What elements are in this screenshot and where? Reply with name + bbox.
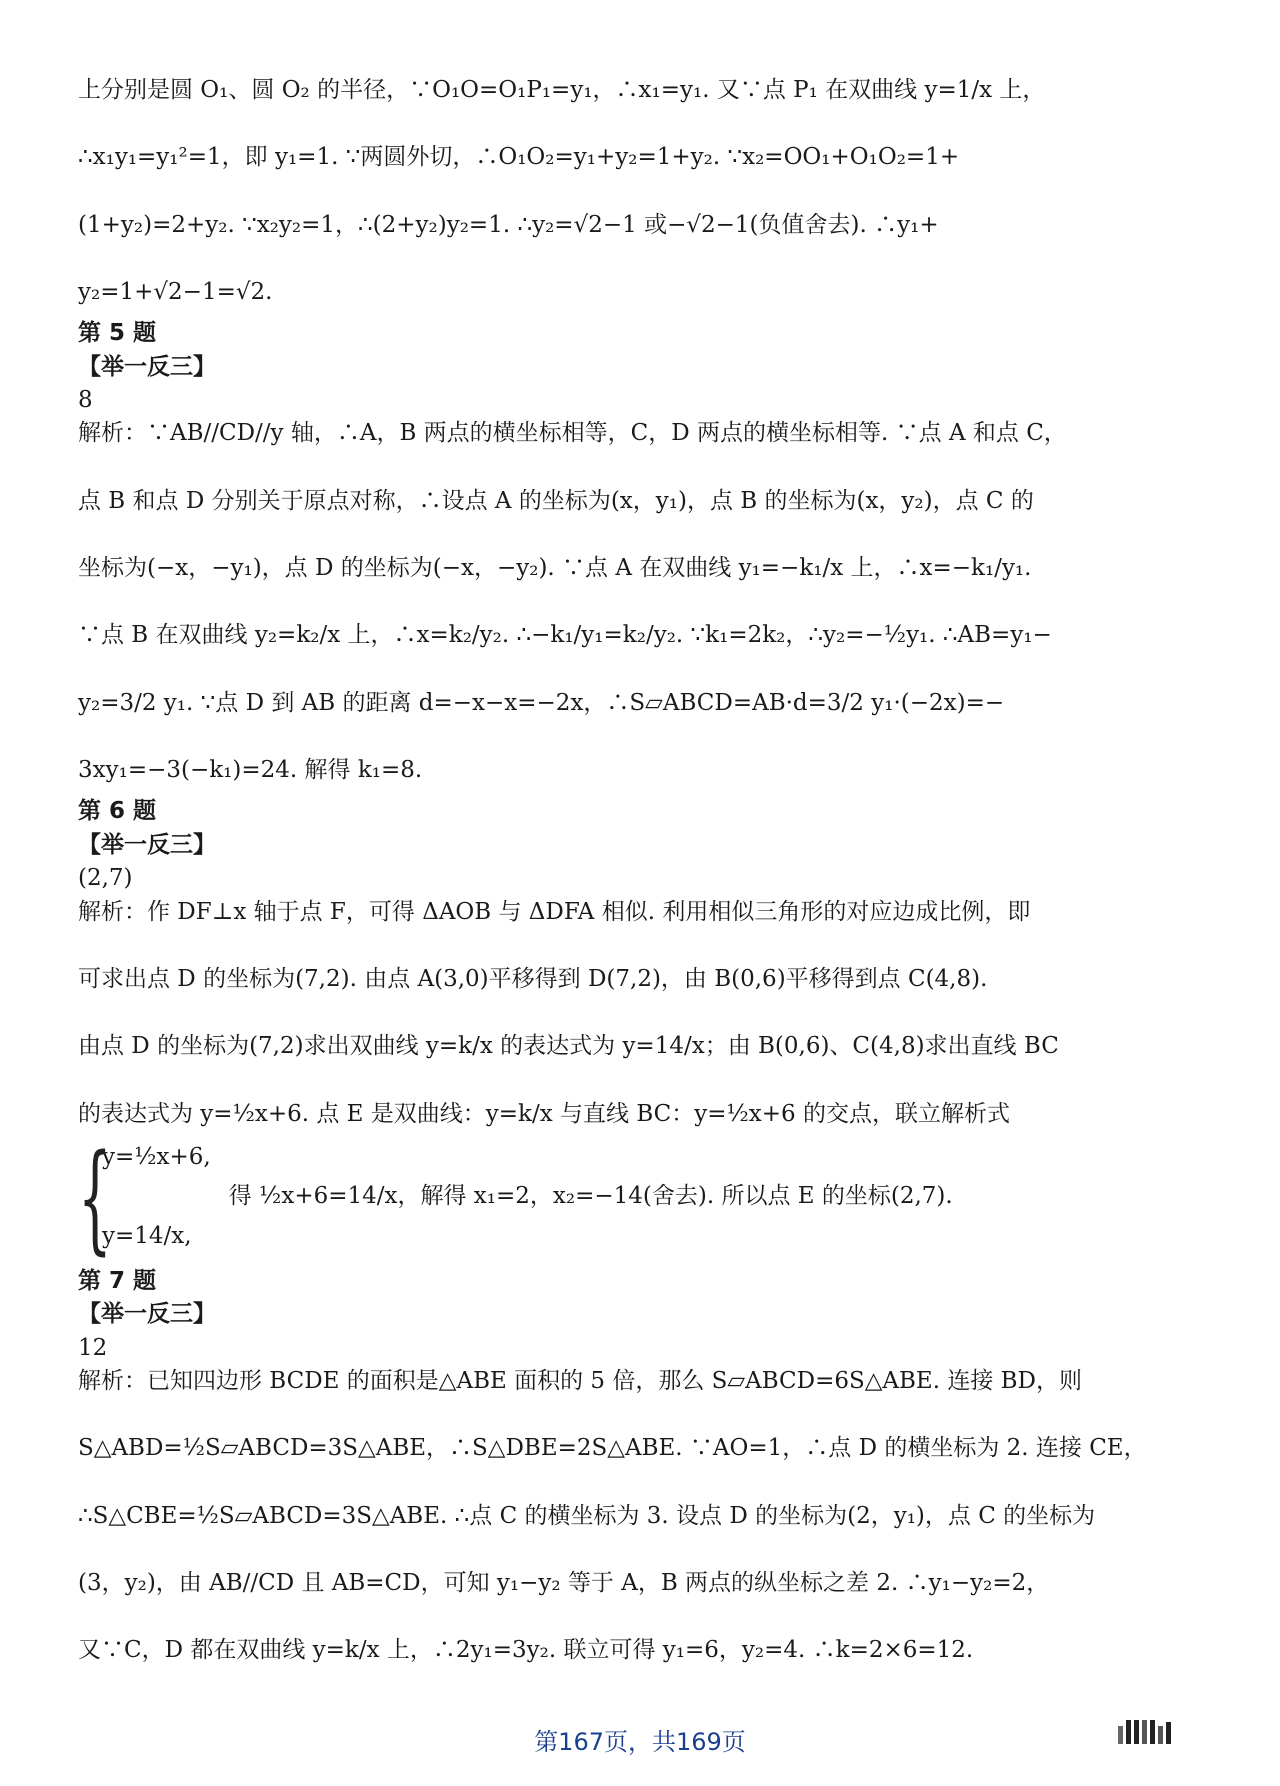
question-7-title: 第 7 题 <box>78 1267 157 1294</box>
system-solution: 得 ½x+6=14/x，解得 x₁=2，x₂=−14(舍去). 所以点 E 的坐标(2,7). <box>228 1183 953 1210</box>
question-5-answer: 8 <box>78 387 93 414</box>
question-7-label: 【举一反三】 <box>78 1301 216 1328</box>
equation-system <box>78 1127 1188 1266</box>
edge-mark <box>1126 1720 1131 1744</box>
edge-mark <box>1158 1726 1163 1744</box>
question-5-solution-line: y₂=3/2 y₁. ∵点 D 到 AB 的距离 d=−x−x=−2x，∴S▱ABCD=AB·d=3/2 y₁·(−2x)=− <box>78 689 1005 716</box>
system-equation-1: y=½x+6, <box>102 1143 211 1170</box>
question-6-solution-line: 由点 D 的坐标为(7,2)求出双曲线 y=k/x 的表达式为 y=14/x；由 B(0,6)、C(4,8)求出直线 BC <box>78 1033 1059 1060</box>
question-5-solution-line: ∵点 B 在双曲线 y₂=k₂/x 上，∴x=k₂/y₂. ∴−k₁/y₁=k₂/y₂. ∵k₁=2k₂，∴y₂=−½y₁. ∴AB=y₁− <box>78 622 1052 649</box>
edge-mark <box>1150 1720 1155 1744</box>
scan-edge-marks <box>1118 1720 1171 1744</box>
page-number: 第167页，共169页 <box>534 1728 746 1756</box>
question-5-title: 第 5 题 <box>78 320 157 347</box>
question-6-solution-line: 的表达式为 y=½x+6. 点 E 是双曲线：y=k/x 与直线 BC：y=½x+6 的交点，联立解析式 <box>78 1100 1010 1127</box>
question-5-solution-line: 解析：∵AB//CD//y 轴，∴A，B 两点的横坐标相等，C，D 两点的横坐标相等. ∵点 A 和点 C， <box>78 420 1067 447</box>
edge-mark <box>1118 1726 1123 1744</box>
question-7-solution-line: 解析：已知四边形 BCDE 的面积是△ABE 面积的 5 倍，那么 S▱ABCD=6S△ABE. 连接 BD，则 <box>78 1367 1082 1394</box>
text-line: ∴x₁y₁=y₁²=1，即 y₁=1. ∵两圆外切，∴O₁O₂=y₁+y₂=1+y₂. ∵x₂=OO₁+O₁O₂=1+ <box>78 144 960 171</box>
question-5-label: 【举一反三】 <box>78 353 216 380</box>
question-6-title: 第 6 题 <box>78 798 157 825</box>
question-6-solution-line: 可求出点 D 的坐标为(7,2). 由点 A(3,0)平移得到 D(7,2)，由 B(0,6)平移得到点 C(4,8). <box>78 965 988 992</box>
question-6-solution-line: 解析：作 DF⊥x 轴于点 F，可得 ΔAOB 与 ΔDFA 相似. 利用相似三角形的对应边成比例，即 <box>78 898 1031 925</box>
question-7-solution-line: ∴S△CBE=½S▱ABCD=3S△ABE. ∴点 C 的横坐标为 3. 设点 D 的坐标为(2，y₁)，点 C 的坐标为 <box>78 1502 1096 1529</box>
answer-page <box>78 70 1188 1668</box>
question-5-solution-line: 点 B 和点 D 分别关于原点对称，∴设点 A 的坐标为(x，y₁)，点 B 的坐标为(x，y₂)，点 C 的 <box>78 487 1034 514</box>
left-brace: { <box>78 1127 112 1266</box>
question-5-solution-line: 3xy₁=−3(−k₁)=24. 解得 k₁=8. <box>78 757 423 784</box>
edge-mark <box>1142 1720 1147 1744</box>
text-line: 上分别是圆 O₁、圆 O₂ 的半径，∵O₁O=O₁P₁=y₁，∴x₁=y₁. 又∵点 P₁ 在双曲线 y=1/x 上， <box>78 77 1046 103</box>
question-6-answer: (2,7) <box>78 865 133 892</box>
question-7-solution-line: 又∵C，D 都在双曲线 y=k/x 上，∴2y₁=3y₂. 联立可得 y₁=6，y₂=4. ∴k=2×6=12. <box>78 1637 974 1664</box>
question-7-solution-line: S△ABD=½S▱ABCD=3S△ABE，∴S△DBE=2S△ABE. ∵AO=1，∴点 D 的横坐标为 2. 连接 CE， <box>78 1435 1147 1462</box>
text-line: y₂=1+√2−1=√2. <box>78 279 273 306</box>
question-5-solution-line: 坐标为(−x，−y₁)，点 D 的坐标为(−x，−y₂). ∵点 A 在双曲线 y₁=−k₁/x 上，∴x=−k₁/y₁. <box>78 555 1032 582</box>
edge-mark <box>1166 1722 1171 1744</box>
question-7-answer: 12 <box>78 1334 108 1361</box>
question-6-label: 【举一反三】 <box>78 831 216 858</box>
question-7-solution-line: (3，y₂)，由 AB//CD 且 AB=CD，可知 y₁−y₂ 等于 A，B 两点的纵坐标之差 2. ∴y₁−y₂=2， <box>78 1569 1050 1596</box>
text-line: (1+y₂)=2+y₂. ∵x₂y₂=1，∴(2+y₂)y₂=1. ∴y₂=√2−1 或−√2−1(负值舍去). ∴y₁+ <box>78 211 939 238</box>
system-equation-2: y=14/x, <box>102 1222 192 1249</box>
edge-mark <box>1134 1720 1139 1744</box>
